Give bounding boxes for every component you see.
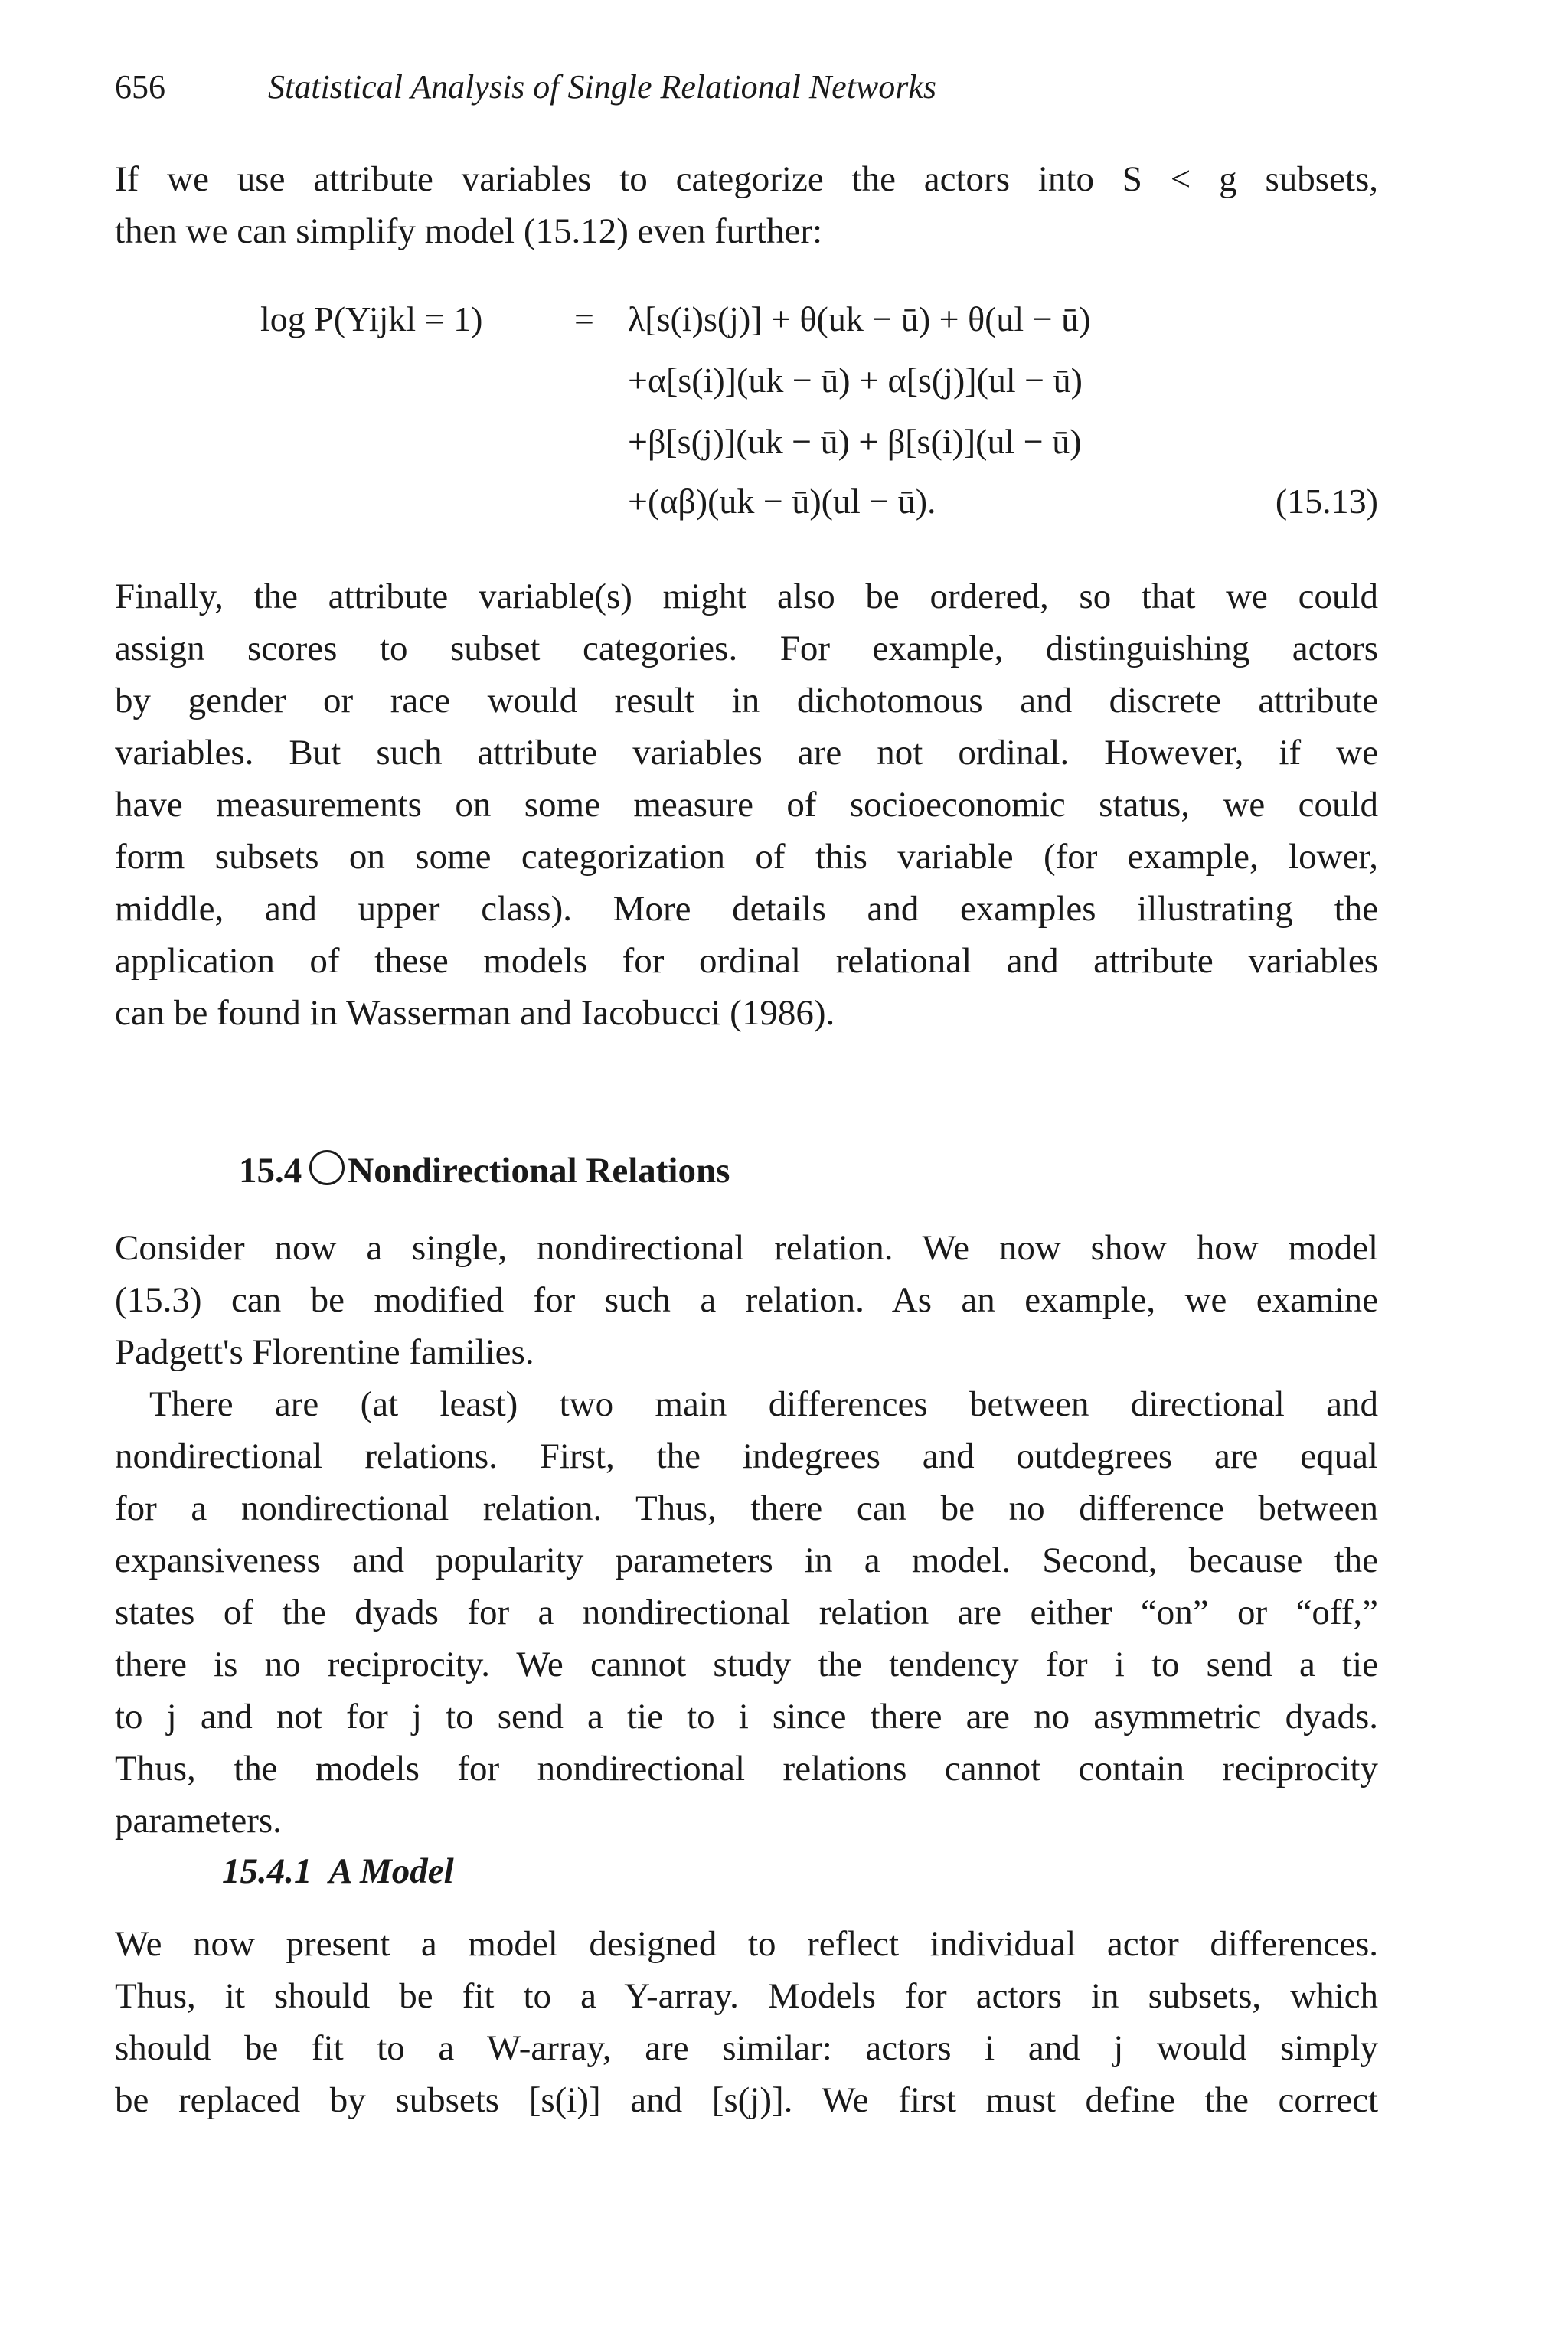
section-heading xyxy=(239,1150,730,1191)
equation-number: (15.13) xyxy=(1275,482,1378,521)
text-line: be replaced by subsets [s(i)] and [s(j)]. We first must define the correct xyxy=(115,2080,1378,2120)
paragraph-there xyxy=(115,1378,1378,1847)
equation-row: λ[s(i)s(j)] + θ(uk − ū) + θ(ul − ū) xyxy=(628,299,1091,338)
text-line: Consider now a single, nondirectional relation. We now show how model xyxy=(115,1228,1378,1268)
text-line: assign scores to subset categories. For example, distinguishing actors xyxy=(115,629,1378,668)
subsection-number: 15.4.1 xyxy=(222,1851,312,1891)
text-line: If we use attribute variables to categorize the actors into S < g subsets, xyxy=(115,159,1378,199)
circle-icon xyxy=(309,1150,345,1185)
text-line: by gender or race would result in dichotomous and discrete attribute xyxy=(115,681,1378,720)
paragraph-model xyxy=(115,1918,1378,2126)
text-line: We now present a model designed to reflect individual actor differences. xyxy=(115,1924,1378,1964)
equation-row: +(αβ)(uk − ū)(ul − ū). xyxy=(628,482,936,521)
page-number: 656 xyxy=(115,68,165,106)
text-line: then we can simplify model (15.12) even further: xyxy=(115,211,823,251)
running-title: Statistical Analysis of Single Relational Networks xyxy=(268,68,937,106)
text-line: Padgett's Florentine families. xyxy=(115,1332,534,1372)
text-line: Thus, it should be fit to a Y-array. Models for actors in subsets, which xyxy=(115,1976,1378,2016)
section-number: 15.4 xyxy=(239,1151,302,1191)
text-line: nondirectional relations. First, the indegrees and outdegrees are equal xyxy=(115,1436,1378,1476)
section-title: Nondirectional Relations xyxy=(348,1151,730,1191)
text-line: variables. But such attribute variables are not ordinal. However, if we xyxy=(115,733,1378,773)
equation-15-13 xyxy=(115,0,1378,582)
text-line: states of the dyads for a nondirectional relation are either “on” or “off,” xyxy=(115,1593,1378,1632)
subsection-title: A Model xyxy=(328,1851,454,1891)
text-line: parameters. xyxy=(115,1801,282,1841)
text-line: to j and not for j to send a tie to i since there are no asymmetric dyads. xyxy=(115,1697,1378,1736)
text-line: expansiveness and popularity parameters in a model. Second, because the xyxy=(115,1540,1378,1580)
equation-row: +α[s(i)](uk − ū) + α[s(j)](ul − ū) xyxy=(628,361,1083,400)
text-line: can be found in Wasserman and Iacobucci (1986). xyxy=(115,993,835,1033)
text-line: Finally, the attribute variable(s) might also be ordered, so that we could xyxy=(115,577,1378,616)
text-line: (15.3) can be modified for such a relation. As an example, we examine xyxy=(115,1280,1378,1320)
text-line: middle, and upper class). More details and examples illustrating the xyxy=(115,889,1378,929)
text-line: there is no reciprocity. We cannot study the tendency for i to send a tie xyxy=(115,1645,1378,1684)
equation-lhs: log P(Yijkl = 1) xyxy=(260,299,483,338)
text-line: for a nondirectional relation. Thus, there can be no difference between xyxy=(115,1488,1378,1528)
paragraph-finally xyxy=(115,570,1378,1039)
text-line: There are (at least) two main differences between directional and xyxy=(149,1384,1378,1424)
subsection-heading xyxy=(222,1851,454,1892)
text-line: should be fit to a W-array, are similar: actors i and j would simply xyxy=(115,2028,1378,2068)
text-line: Thus, the models for nondirectional relations cannot contain reciprocity xyxy=(115,1749,1378,1789)
text-line: application of these models for ordinal relational and attribute variables xyxy=(115,941,1378,981)
equation-equals: = xyxy=(574,299,594,338)
text-line: form subsets on some categorization of this variable (for example, lower, xyxy=(115,837,1378,877)
paragraph-consider xyxy=(115,1222,1378,1378)
equation-row: +β[s(j)](uk − ū) + β[s(i)](ul − ū) xyxy=(628,422,1082,461)
text-line: have measurements on some measure of socioeconomic status, we could xyxy=(115,785,1378,825)
